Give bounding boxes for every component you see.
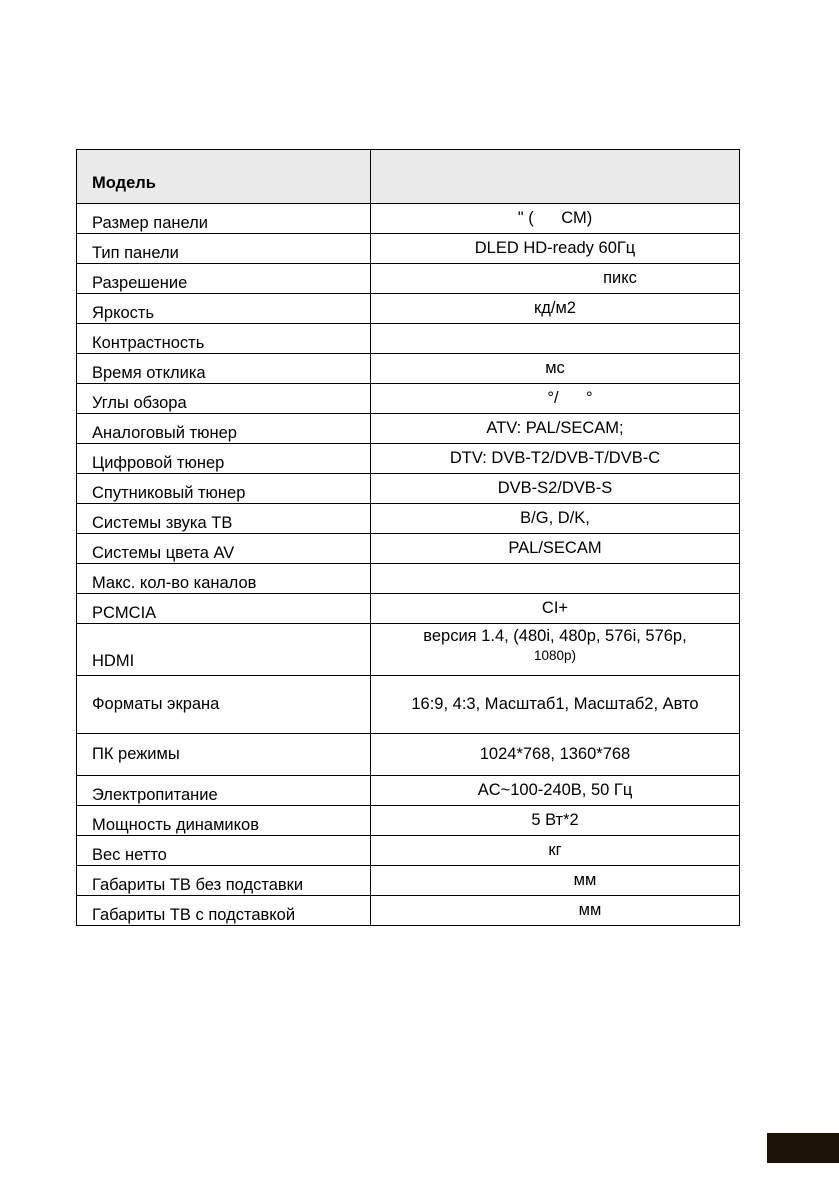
row-value: кг (371, 836, 740, 866)
table-row (77, 734, 740, 776)
row-value: мс (371, 354, 740, 384)
table-row (77, 264, 740, 294)
table-row (77, 414, 740, 444)
row-label: Аналоговый тюнер (77, 414, 371, 444)
table-row (77, 294, 740, 324)
row-value: кд/м2 (371, 294, 740, 324)
table-row (77, 676, 740, 734)
row-label: Макс. кол-во каналов (77, 564, 371, 594)
row-label: Время отклика (77, 354, 371, 384)
row-value: ATV: PAL/SECAM; (371, 414, 740, 444)
table-row (77, 474, 740, 504)
row-label: Углы обзора (77, 384, 371, 414)
row-label: Спутниковый тюнер (77, 474, 371, 504)
row-label: ПК режимы (77, 734, 371, 776)
row-label: Контрастность (77, 324, 371, 354)
row-value (371, 624, 740, 676)
row-value-line: версия 1.4, (480i, 480p, 576i, 576p, (423, 627, 687, 645)
row-label: HDMI (77, 624, 371, 676)
row-label: Системы цвета AV (77, 534, 371, 564)
row-value: " ( СМ) (371, 204, 740, 234)
table-row (77, 504, 740, 534)
table-header-row (77, 150, 740, 204)
row-label: PCMCIA (77, 594, 371, 624)
row-value: пикс (371, 264, 740, 294)
table-row (77, 444, 740, 474)
row-value: 5 Вт*2 (371, 806, 740, 836)
table-row (77, 624, 740, 676)
table-row (77, 234, 740, 264)
table-row (77, 896, 740, 926)
row-label: Электропитание (77, 776, 371, 806)
table-row (77, 354, 740, 384)
row-value (371, 324, 740, 354)
row-value: 1024*768, 1360*768 (371, 734, 740, 776)
header-model-label: Модель (77, 150, 371, 204)
row-value: 16:9, 4:3, Масштаб1, Масштаб2, Авто (371, 676, 740, 734)
spec-table (76, 149, 740, 926)
row-value: DVB-S2/DVB-S (371, 474, 740, 504)
row-value: B/G, D/K, (371, 504, 740, 534)
table-row (77, 594, 740, 624)
table-row (77, 204, 740, 234)
table-row (77, 534, 740, 564)
page-number-tab (767, 1133, 839, 1163)
table-row (77, 384, 740, 414)
header-model-value (371, 150, 740, 204)
row-value (371, 564, 740, 594)
row-label: Тип панели (77, 234, 371, 264)
row-value: мм (371, 866, 740, 896)
table-row (77, 324, 740, 354)
row-label: Мощность динамиков (77, 806, 371, 836)
row-value: DLED HD-ready 60Гц (371, 234, 740, 264)
row-value: °/ ° (371, 384, 740, 414)
table-row (77, 564, 740, 594)
row-value-line: 1080p) (533, 648, 577, 663)
row-label: Вес нетто (77, 836, 371, 866)
table-row (77, 836, 740, 866)
row-label: Яркость (77, 294, 371, 324)
row-label: Разрешение (77, 264, 371, 294)
table-row (77, 866, 740, 896)
row-label: Габариты ТВ без подставки (77, 866, 371, 896)
row-value: CI+ (371, 594, 740, 624)
row-label: Системы звука ТВ (77, 504, 371, 534)
table-row (77, 776, 740, 806)
table-row (77, 806, 740, 836)
row-label: Габариты ТВ с подставкой (77, 896, 371, 926)
row-value: мм (371, 896, 740, 926)
row-value: DTV: DVB-T2/DVB-T/DVB-C (371, 444, 740, 474)
row-label: Размер панели (77, 204, 371, 234)
row-label: Форматы экрана (77, 676, 371, 734)
row-label: Цифровой тюнер (77, 444, 371, 474)
row-value: PAL/SECAM (371, 534, 740, 564)
row-value: AC~100-240В, 50 Гц (371, 776, 740, 806)
